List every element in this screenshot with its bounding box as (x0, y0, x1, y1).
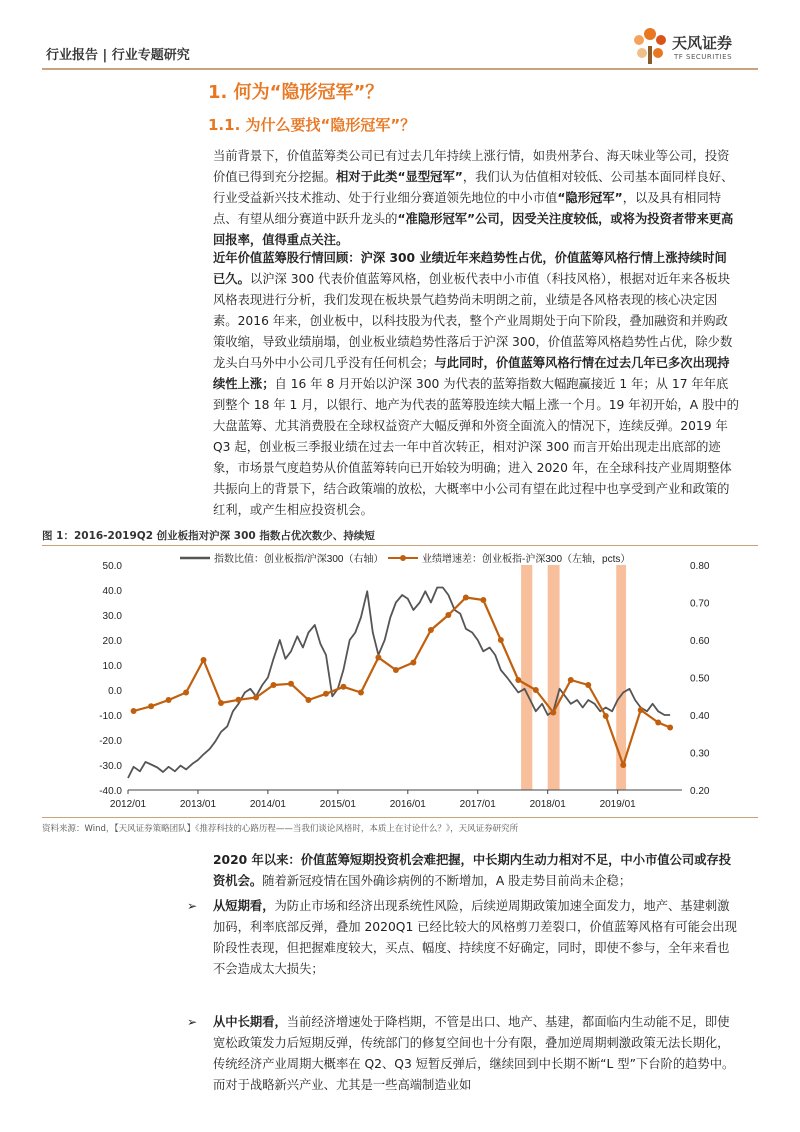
series-point (428, 627, 434, 633)
x-tick-label: 2012/01 (109, 799, 147, 810)
left-tick-label: 30.0 (102, 611, 122, 622)
p2-bold-1: 近年价值蓝筹股行情回顾：沪深 300 业绩近年来趋势性占优，价值蓝筹风格行情上涨持续时间已久。 (213, 251, 727, 286)
series-point (498, 637, 504, 643)
chart-legend (180, 552, 630, 565)
right-tick-label: 0.60 (690, 636, 710, 647)
legend-label-ratio: 指数比值：创业板指/沪深300（右轴） (214, 554, 384, 565)
x-tick-label: 2018/01 (529, 799, 566, 810)
left-tick-label: 50.0 (102, 561, 122, 572)
legend-label-growth: 业绩增速差：创业板指-沪深300（左轴，pcts） (422, 554, 631, 565)
series-point (638, 707, 644, 713)
bullet-1-text: 为防止市场和经济出现系统性风险，后续逆周期政策加速全面发力，地产、基建刺激加码，利率底部反弹，叠加 2020Q1 已经比较大的风格剪刀差裂口，价值蓝筹风格有可能会出现阶段性表现，但把握难度较大，买点、幅度、持续度不好确定，同时，即使不参与，全年来看也不会造成太大损失； (213, 899, 737, 976)
figure-source: 资料来源：Wind，【天风证券策略团队】《推荐科技的心路历程——当我们谈论风格时，本质上在讨论什么？》，天风证券研究所 (42, 824, 519, 834)
series-point (620, 762, 626, 768)
p1-text-1: 当前背景下，价值蓝筹类公司已有过去几年持续上涨行情，如贵州茅台、海天味业等公司，投资价值已得到充分挖掘。 (213, 149, 730, 184)
company-logo (630, 26, 770, 66)
series-point (445, 612, 451, 618)
series-point (131, 708, 137, 714)
p1-text-3: ，以及具有相同特点、有望从细分赛道中跃升龙头的 (213, 191, 722, 226)
p2-bold-2: 与此同时，价值蓝筹风格行情在过去几年已多次出现持续性上涨； (213, 356, 730, 391)
section-heading: 1. 何为“隐形冠军”？ (208, 82, 384, 103)
series-point (148, 703, 154, 709)
series-point (218, 700, 224, 706)
logo-english-name: TF SECURITIES (674, 53, 733, 61)
right-tick-label: 0.40 (690, 711, 710, 722)
bullet-short-term (187, 896, 739, 980)
p3-text-1: 随着新冠疫情在国外确诊病例的不断增加，A 股走势目前尚未企稳； (262, 874, 632, 888)
series-point (410, 660, 416, 666)
series-point (375, 655, 381, 661)
paragraph-review (213, 248, 739, 521)
legend-marker-growth (400, 555, 406, 561)
series-point (253, 695, 259, 701)
left-tick-label: 40.0 (102, 586, 122, 597)
series-point (480, 597, 486, 603)
left-tick-label: -20.0 (99, 736, 122, 747)
x-tick-label: 2015/01 (319, 799, 356, 810)
series-point (201, 657, 207, 663)
series-point (568, 677, 574, 683)
left-tick-label: -30.0 (99, 761, 122, 772)
x-tick-label: 2019/01 (599, 799, 636, 810)
logo-chinese-name: 天风证券 (672, 34, 733, 52)
right-tick-label: 0.50 (690, 673, 710, 685)
series-point (358, 690, 364, 696)
x-tick-label: 2016/01 (389, 799, 426, 810)
series-point (166, 697, 172, 703)
paragraph-2020 (213, 850, 739, 892)
series-point (340, 684, 346, 690)
p3-bold-1: 2020 年以来：价值蓝筹短期投资机会难把握，中长期内生动力相对不足，中小市值公司或存投资机会。 (213, 853, 732, 888)
series-point (667, 725, 673, 731)
line-chart (70, 548, 750, 816)
p2-text-2: 自 16 年 8 月开始以沪深 300 为代表的蓝筹指数大幅跑赢接近 1 年；从 17 年年底到整个 18 年 1 月，以银行、地产为代表的蓝筹股连续大幅上涨一个月。19 年初开始，A 股中的大盘蓝筹、尤其消费股在全球权益资产大幅反弹和外资全面流入的情况下，连续反弹。2019 年 Q3 起，创业板三季报业绩在过去一年中首次转正，相对沪深 300 而言开始出现走出底部的迹象，市场景气度趋势从价值蓝筹转向已开始较为明确；进入 2020 年，在全球科技产业周期整体共振向上的背景下，结合政策端的放松，大概率中小公司有望在此过程中也享受到产业和政策的红利，或产生相应投资机会。 (213, 377, 739, 517)
x-tick-label: 2014/01 (249, 799, 286, 810)
series-point (655, 720, 661, 726)
series-point (183, 690, 189, 696)
p1-text-2: ，我们认为估值相对较低、公司基本面同样良好、行业受益新兴技术推动、处于行业细分赛道领先地位的中小市值 (213, 170, 734, 205)
paragraph-background (213, 146, 739, 251)
figure-caption: 图 1：2016-2019Q2 创业板指对沪深 300 指数占优次数少、持续短 (42, 530, 375, 542)
bullet-2-bold: 从中长期看， (213, 1015, 287, 1029)
figure-bottom-rule (42, 817, 758, 818)
series-point (270, 682, 276, 688)
bullet-long-term (187, 1012, 739, 1096)
series-line-1 (134, 598, 671, 766)
right-tick-label: 0.70 (690, 598, 710, 610)
series-point (603, 713, 609, 719)
left-tick-label: 20.0 (102, 636, 122, 647)
series-point (393, 667, 399, 673)
subsection-heading: 1.1. 为什么要找“隐形冠军”？ (208, 116, 416, 134)
left-tick-label: -40.0 (99, 786, 122, 797)
series-point (236, 697, 242, 703)
p2-text-1: 以沪深 300 代表价值蓝筹风格，创业板代表中小市值（科技风格），根据对近年来各板块风格表现进行分析，我们发现在板块景气趋势尚未明朗之前，业绩是各风格表现的核心决定因素。2016 年来，创业板中，以科技股为代表，整个产业周期处于向下阶段，叠加融资和并购政策收缩，导致业绩崩塌，创业板业绩趋势性落后于沪深 300，价值蓝筹风格趋势性占优，除少数龙头白马外中小公司几乎没有任何机会； (213, 272, 733, 370)
right-tick-label: 0.30 (690, 748, 710, 760)
series-point (305, 697, 311, 703)
report-category: 行业报告 | 行业专题研究 (46, 48, 190, 63)
series-point (550, 710, 556, 716)
bullet-1-bold: 从短期看， (213, 899, 275, 913)
header-divider (42, 68, 758, 70)
left-tick-label: 0.0 (108, 686, 122, 697)
bullet-arrow-icon: ➢ (187, 1015, 198, 1029)
figure-top-rule (42, 545, 758, 546)
left-tick-label: 10.0 (102, 661, 122, 672)
series-point (515, 677, 521, 683)
p1-bold-1: 相对于此类“显型冠军” (335, 170, 463, 184)
x-tick-label: 2013/01 (179, 799, 217, 810)
flower-logo-icon (630, 26, 670, 66)
series-point (585, 682, 591, 688)
series-point (533, 687, 539, 693)
series-point (288, 681, 294, 687)
p1-bold-2: “隐形冠军” (557, 191, 623, 205)
bullet-arrow-icon: ➢ (187, 899, 198, 913)
x-tick-label: 2017/01 (459, 799, 496, 810)
highlight-band-1 (548, 565, 560, 790)
highlight-band-0 (521, 565, 532, 790)
right-tick-label: 0.20 (690, 786, 710, 797)
p1-bold-3: “准隐形冠军”公司，因受关注度较低，或将为投资者带来更高回报率，值得重点关注。 (213, 212, 734, 247)
series-point (463, 595, 469, 601)
series-point (323, 691, 329, 697)
right-tick-label: 0.80 (690, 561, 710, 572)
left-tick-label: -10.0 (99, 711, 122, 722)
bullet-2-text: 当前经济增速处于降档期，不管是出口、地产、基建，都面临内生动能不足，即使宽松政策发力后短期反弹，传统部门的修复空间也十分有限，叠加逆周期刺激政策无法长期化，传统经济产业周期大概率在 Q2、Q3 短暂反弹后，继续回到中长期不断“L 型”下台阶的趋势中。而对于战略新兴产业、尤其是一些高端制造业如 (213, 1015, 735, 1092)
